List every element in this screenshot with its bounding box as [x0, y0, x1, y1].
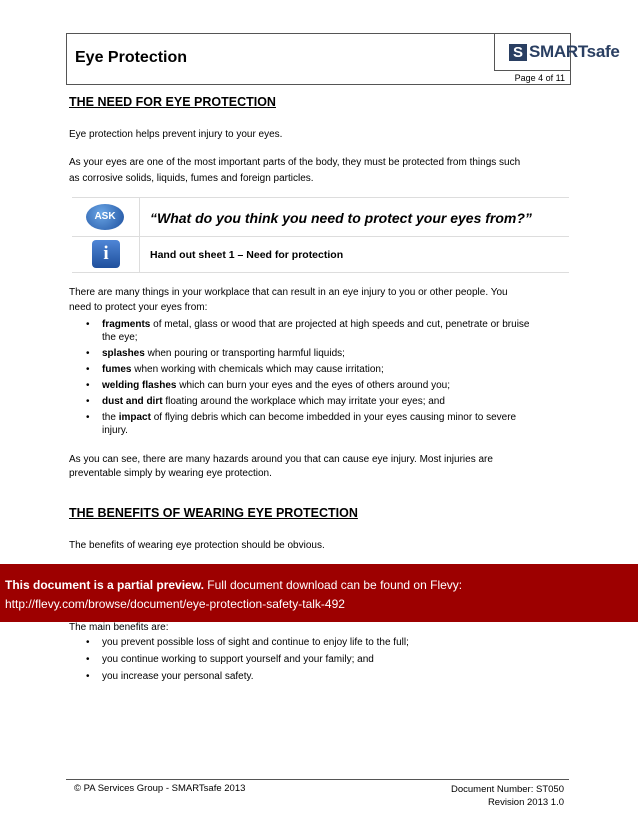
ask-icon: ASK [86, 204, 124, 230]
ask-question: “What do you think you need to protect your eyes from?” [150, 210, 532, 226]
document-title: Eye Protection [75, 49, 188, 66]
list-item: • fumes when working with chemicals which may cause irritation; [86, 364, 384, 375]
page-number: Page 4 of 11 [514, 73, 565, 83]
list-item: • dust and dirt floating around the workplace which may irritate your eyes; and [86, 396, 445, 407]
list-item: • you increase your personal safety. [86, 671, 254, 682]
banner-normal: Full document download can be found on Flevy: [203, 578, 463, 592]
footer-divider [66, 779, 569, 780]
info-icon: i [92, 240, 120, 268]
list-item: • you prevent possible loss of sight and continue to enjoy life to the full; [86, 637, 409, 648]
list-item: • splashes when pouring or transporting harmful liquids; [86, 348, 345, 359]
logo-mark-icon: S [509, 44, 527, 61]
preview-banner [0, 564, 638, 622]
logo-text: SMARTsafe [529, 42, 620, 61]
paragraph: need to protect your eyes from: [69, 302, 208, 313]
revision: Revision 2013 1.0 [487, 797, 564, 808]
section-heading-need: THE NEED FOR EYE PROTECTION [69, 95, 276, 109]
paragraph: As your eyes are one of the most important parts of the body, they must be protected from things such [69, 157, 521, 168]
footer-copyright: © PA Services Group - SMARTsafe 2013 [74, 783, 246, 794]
benefits-list [69, 636, 569, 683]
paragraph: The benefits of wearing eye protection should be obvious. [69, 540, 325, 551]
section-heading-benefits: THE BENEFITS OF WEARING EYE PROTECTION [69, 506, 358, 520]
doc-number: Document Number: ST050 [451, 784, 564, 795]
hazard-list [69, 318, 569, 437]
smartsafe-logo [509, 42, 627, 64]
table-divider [139, 198, 140, 272]
page-header [66, 33, 620, 85]
header-divider [494, 34, 495, 70]
table-divider [72, 236, 569, 237]
list-item: • fragments of metal, glass or wood that are projected at high speeds and cut, penetrate or bruise the eye; [86, 319, 530, 343]
paragraph: There are many things in your workplace that can result in an eye injury to you or other people. You [69, 287, 508, 298]
paragraph: The main benefits are: [69, 622, 169, 633]
list-item: • welding flashes which can burn your eyes and the eyes of others around you; [86, 380, 450, 391]
handout-note: Hand out sheet 1 – Need for protection [150, 249, 344, 261]
callout-table [72, 197, 569, 273]
paragraph: As you can see, there are many hazards around you that can cause eye injury. Most injuries are [69, 454, 493, 465]
footer-doc-info [400, 783, 564, 809]
list-item: • you continue working to support yourself and your family; and [86, 654, 374, 665]
banner-text [5, 578, 462, 592]
list-item: • the impact of flying debris which can become imbedded in your eyes causing minor to severe injury. [86, 412, 517, 436]
paragraph: as corrosive solids, liquids, fumes and foreign particles. [69, 173, 314, 184]
paragraph: Eye protection helps prevent injury to your eyes. [69, 129, 283, 140]
paragraph: preventable simply by wearing eye protection. [69, 468, 272, 479]
banner-bold: This document is a partial preview. [5, 578, 204, 592]
download-link[interactable]: http://flevy.com/browse/document/eye-protection-safety-talk-492 [5, 597, 345, 611]
header-divider [494, 70, 570, 71]
